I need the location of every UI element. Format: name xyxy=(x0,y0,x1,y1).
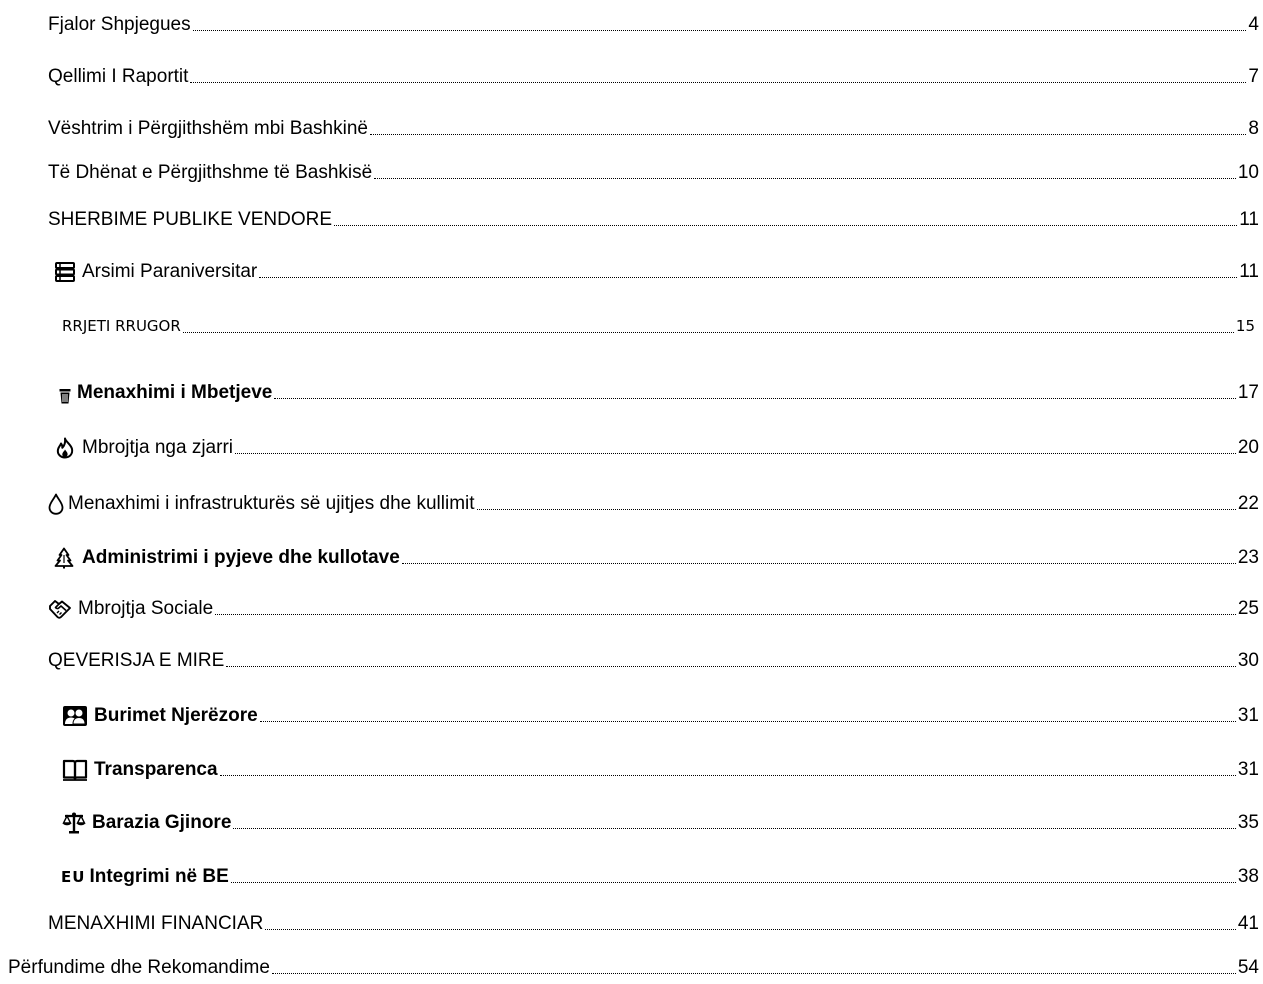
toc-entry-page: 22 xyxy=(1237,493,1259,514)
dot-leader xyxy=(334,225,1237,226)
dot-leader xyxy=(231,882,1236,883)
dot-leader xyxy=(183,332,1234,333)
toc-entry-title: Të Dhënat e Përgjithshme të Bashkisë xyxy=(48,162,373,183)
toc-entry-title: Mbrojtja nga zjarri xyxy=(82,437,233,458)
toc-entry-title: RRJETI RRUGOR xyxy=(62,317,181,335)
toc-entry-title: Menaxhimi i infrastrukturës së ujitjes dhe kullimit xyxy=(68,493,475,514)
toc-entry-veshtrim[interactable] xyxy=(48,116,1259,140)
toc-entry-page: 20 xyxy=(1237,437,1259,458)
toc-entry-title: Administrimi i pyjeve dhe kullotave xyxy=(82,547,400,568)
dot-leader xyxy=(235,453,1236,454)
scales-icon xyxy=(62,812,86,834)
toc-entry-administrimi-pyjeve[interactable] xyxy=(52,545,1259,569)
dot-leader xyxy=(265,929,1236,930)
dot-leader xyxy=(370,134,1246,135)
dot-leader xyxy=(272,973,1236,974)
people-icon xyxy=(62,705,88,727)
open-book-icon xyxy=(62,759,88,781)
toc-entry-title: SHERBIME PUBLIKE VENDORE xyxy=(48,209,333,230)
dot-leader xyxy=(260,721,1236,722)
toc-entry-burimet-njerezore[interactable] xyxy=(62,703,1259,727)
dot-leader xyxy=(220,775,1236,776)
toc-entry-page: 38 xyxy=(1237,866,1259,887)
handshake-icon xyxy=(48,598,72,620)
toc-entry-title: Menaxhimi i Mbetjeve xyxy=(77,382,273,403)
toc-entry-page: 31 xyxy=(1237,759,1259,780)
toc-entry-page: 15 xyxy=(1235,317,1255,335)
toc-entry-menaxhimi-mbetjeve[interactable] xyxy=(59,380,1259,404)
dot-leader xyxy=(190,82,1246,83)
toc-entry-mbrojtja-sociale[interactable] xyxy=(48,596,1259,620)
toc-entry-title: Qellimi I Raportit xyxy=(48,66,189,87)
toc-entry-page: 54 xyxy=(1237,957,1259,978)
dot-leader xyxy=(215,614,1236,615)
toc-entry-title: MENAXHIMI FINANCIAR xyxy=(48,913,264,934)
toc-entry-page: 35 xyxy=(1237,812,1259,833)
dot-leader xyxy=(374,178,1236,179)
toc-entry-page: 4 xyxy=(1248,14,1259,35)
toc-entry-page: 25 xyxy=(1237,598,1259,619)
toc-entry-perfundime[interactable] xyxy=(8,955,1259,979)
dot-leader xyxy=(402,563,1236,564)
dot-leader xyxy=(274,398,1236,399)
toc-entry-arsimi[interactable] xyxy=(54,259,1259,283)
toc-entry-sherbime-publike[interactable] xyxy=(48,207,1259,231)
toc-entry-title: Transparenca xyxy=(94,759,218,780)
toc-entry-mbrojtja-zjarri[interactable] xyxy=(54,435,1259,459)
trash-bin-icon xyxy=(59,382,71,404)
toc-entry-title: Fjalor Shpjegues xyxy=(48,14,191,35)
toc-entry-page: 30 xyxy=(1237,650,1259,671)
books-icon xyxy=(54,261,76,283)
toc-entry-rrjeti-rrugor[interactable] xyxy=(62,313,1255,337)
toc-entry-page: 10 xyxy=(1237,162,1259,183)
toc-entry-title: Përfundime dhe Rekomandime xyxy=(8,957,270,978)
fire-icon xyxy=(54,437,76,459)
toc-entry-title: Vështrim i Përgjithshëm mbi Bashkinë xyxy=(48,118,368,139)
toc-entry-page: 8 xyxy=(1248,118,1259,139)
toc-entry-page: 11 xyxy=(1239,261,1259,282)
toc-entry-menaxhimi-financiar[interactable] xyxy=(48,911,1259,935)
toc-entry-page: 41 xyxy=(1237,913,1259,934)
toc-entry-ujitje-kullim[interactable] xyxy=(48,491,1259,515)
toc-entry-title: QEVERISJA E MIRE xyxy=(48,650,225,671)
dot-leader xyxy=(477,509,1236,510)
forest-icon xyxy=(52,547,76,569)
toc-entry-title: Integrimi në BE xyxy=(89,866,229,887)
toc-entry-page: 17 xyxy=(1237,382,1259,403)
dot-leader xyxy=(259,277,1237,278)
toc-entry-qellimi[interactable] xyxy=(48,64,1259,88)
toc-entry-page: 23 xyxy=(1237,547,1259,568)
dot-leader xyxy=(226,666,1236,667)
toc-entry-page: 7 xyxy=(1248,66,1259,87)
dot-leader xyxy=(193,30,1247,31)
toc-entry-qeverisja[interactable] xyxy=(48,648,1259,672)
toc-entry-fjalor-shpjegues[interactable] xyxy=(48,12,1259,36)
toc-entry-barazia-gjinore[interactable] xyxy=(62,810,1259,834)
toc-entry-te-dhenat[interactable] xyxy=(48,160,1259,184)
toc-entry-transparenca[interactable] xyxy=(62,757,1259,781)
toc-entry-title: Barazia Gjinore xyxy=(92,812,232,833)
toc-entry-integrimi-be[interactable] xyxy=(61,864,1259,888)
toc-entry-page: 11 xyxy=(1239,209,1259,230)
toc-entry-title: Burimet Njerëzore xyxy=(94,705,258,726)
toc-entry-title: Arsimi Paraniversitar xyxy=(82,261,258,282)
toc-entry-title: Mbrojtja Sociale xyxy=(78,598,214,619)
eu-icon: EU xyxy=(61,868,86,886)
water-drop-icon xyxy=(48,493,64,515)
toc-entry-page: 31 xyxy=(1237,705,1259,726)
dot-leader xyxy=(233,828,1235,829)
